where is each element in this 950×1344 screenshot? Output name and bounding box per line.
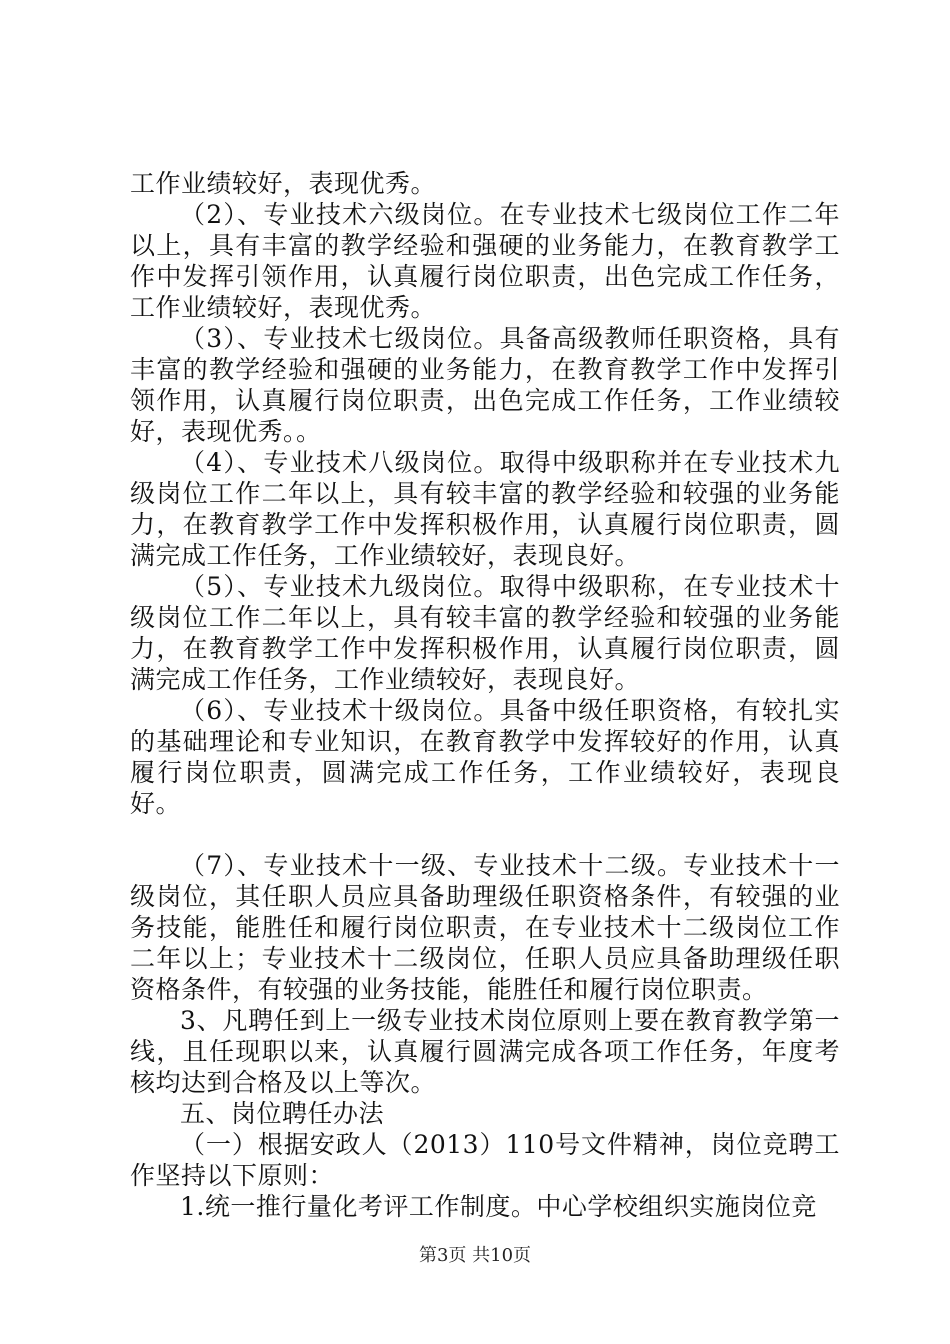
paragraph-grade-7: （3）、专业技术七级岗位。具备高级教师任职资格，具有丰富的教学经验和强硬的业务能力，在教育教学工作中发挥引领作用，认真履行岗位职责，出色完成工作任务，工作业绩较好，表现优秀。。 xyxy=(130,324,840,446)
paragraph-principle-1: 1.统一推行量化考评工作制度。中心学校组织实施岗位竞 xyxy=(180,1192,817,1221)
paragraph-subsection-1: （一）根据安政人（2013）110号文件精神，岗位竞聘工作坚持以下原则： xyxy=(130,1130,840,1190)
paragraph-grade-11-12: （7）、专业技术十一级、专业技术十二级。专业技术十一级岗位，其任职人员应具备助理级任职资格条件，有较强的业务技能，能胜任和履行岗位职责，在专业技术十二级岗位工作二年以上；专业技术十二级岗位，任职人员应具备助理级任职资格条件，有较强的业务技能，能胜任和履行岗位职责。 xyxy=(130,851,840,1004)
paragraph-continuation: 工作业绩较好，表现优秀。 xyxy=(130,169,437,198)
paragraph-grade-6: （2）、专业技术六级岗位。在专业技术七级岗位工作二年以上，具有丰富的教学经验和强硬的业务能力，在教育教学工作中发挥引领作用，认真履行岗位职责，出色完成工作任务，工作业绩较好，表现优秀。 xyxy=(130,200,840,322)
paragraph-grade-10: （6）、专业技术十级岗位。具备中级任职资格，有较扎实的基础理论和专业知识，在教育教学中发挥较好的作用，认真履行岗位职责，圆满完成工作任务，工作业绩较好，表现良好。 xyxy=(130,696,840,818)
page-number-footer: 第3页 共10页 xyxy=(418,1245,532,1266)
paragraph-grade-8: （4）、专业技术八级岗位。取得中级职称并在专业技术九级岗位工作二年以上，具有较丰富的教学经验和较强的业务能力，在教育教学工作中发挥积极作用，认真履行岗位职责，圆满完成工作任务，工作业绩较好，表现良好。 xyxy=(130,448,840,570)
document-body xyxy=(130,168,840,1222)
paragraph-item-3: 3、凡聘任到上一级专业技术岗位原则上要在教育教学第一线，且任现职以来，认真履行圆满完成各项工作任务，年度考核均达到合格及以上等次。 xyxy=(130,1006,840,1097)
paragraph-grade-9: （5）、专业技术九级岗位。取得中级职称，在专业技术十级岗位工作二年以上，具有较丰富的教学经验和较强的业务能力，在教育教学工作中发挥积极作用，认真履行岗位职责，圆满完成工作任务，工作业绩较好，表现良好。 xyxy=(130,572,840,694)
section-heading-5: 五、岗位聘任办法 xyxy=(180,1099,385,1128)
